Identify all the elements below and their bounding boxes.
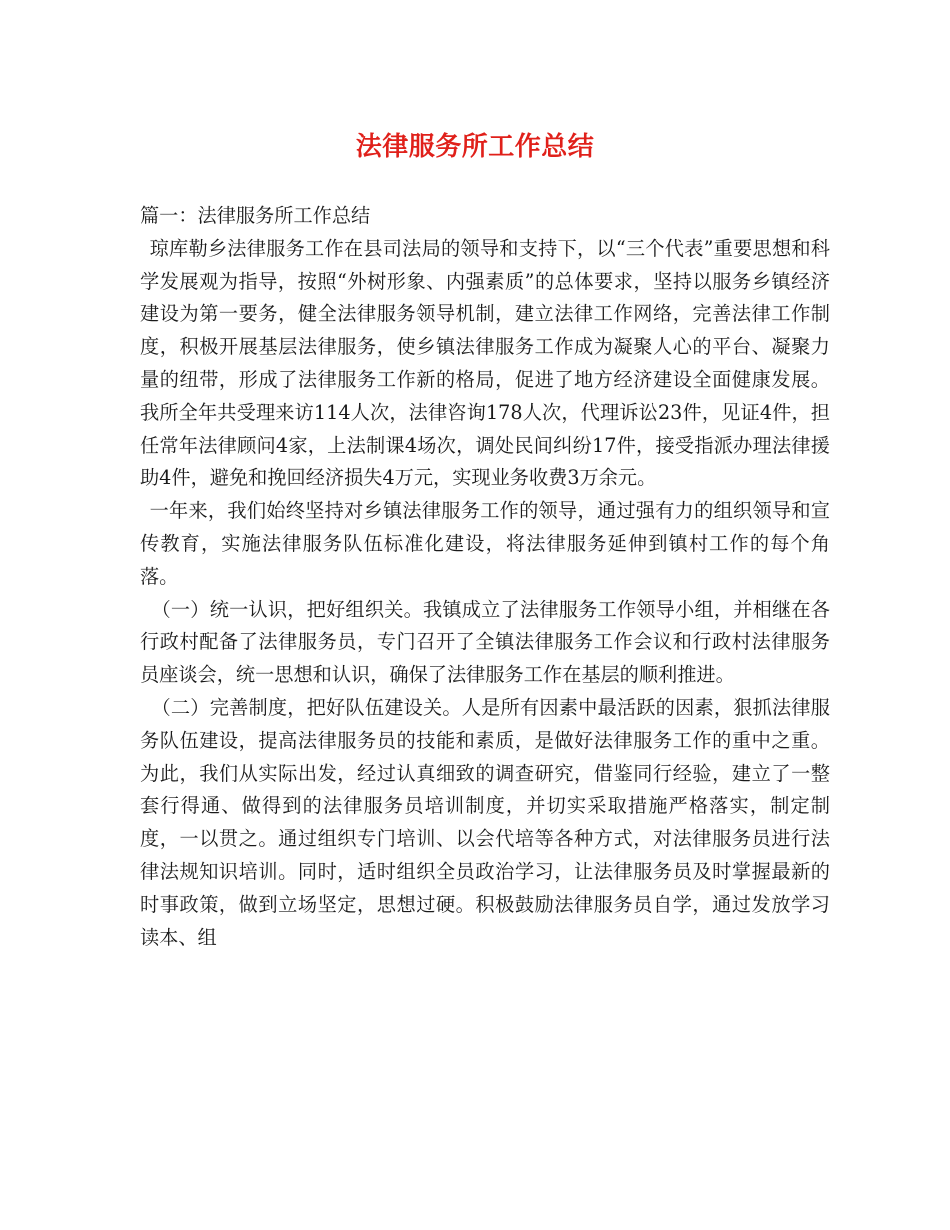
paragraph-intro: 琼库勒乡法律服务工作在县司法局的领导和支持下，以“三个代表”重要思想和科学发展观为指导，按照“外树形象、内强素质”的总体要求，坚持以服务乡镇经济建设为第一要务，健全法律服务领导机制，建立法律工作网络，完善法律工作制度，积极开展基层法律服务，使乡镇法律服务工作成为凝聚人心的平台、凝聚力量的纽带，形成了法律服务工作新的格局，促进了地方经济建设全面健康发展。我所全年共受理来访114人次，法律咨询178人次，代理诉讼23件，见证4件，担任常年法律顾问4家，上法制课4场次，调处民间纠纷17件，接受指派办理法律援助4件，避免和挽回经济损失4万元，实现业务收费3万余元。	[140, 236, 830, 490]
paragraph-section-one: （一）统一认识，把好组织关。我镇成立了法律服务工作领导小组，并相继在各行政村配备了法律服务员，专门召开了全镇法律服务工作会议和行政村法律服务员座谈会，统一思想和认识，确保了法律服务工作在基层的顺利推进。	[140, 597, 830, 687]
document-body	[140, 200, 830, 954]
section-heading: 篇一：法律服务所工作总结	[140, 204, 371, 227]
paragraph-overview: 一年来，我们始终坚持对乡镇法律服务工作的领导，通过强有力的组织领导和宣传教育，实施法律服务队伍标准化建设，将法律服务延伸到镇村工作的每个角落。	[140, 499, 830, 588]
document-title: 法律服务所工作总结	[355, 132, 595, 162]
paragraph-section-two: （二）完善制度，把好队伍建设关。人是所有因素中最活跃的因素，狠抓法律服务队伍建设，提高法律服务员的技能和素质，是做好法律服务工作的重中之重。为此，我们从实际出发，经过认真细致的调查研究，借鉴同行经验，建立了一整套行得通、做得到的法律服务员培训制度，并切实采取措施严格落实，制定制度，一以贯之。通过组织专门培训、以会代培等各种方式，对法律服务员进行法律法规知识培训。同时，适时组织全员政治学习，让法律服务员及时掌握最新的时事政策，做到立场坚定，思想过硬。积极鼓励法律服务员自学，通过发放学习读本、组	[140, 695, 830, 949]
